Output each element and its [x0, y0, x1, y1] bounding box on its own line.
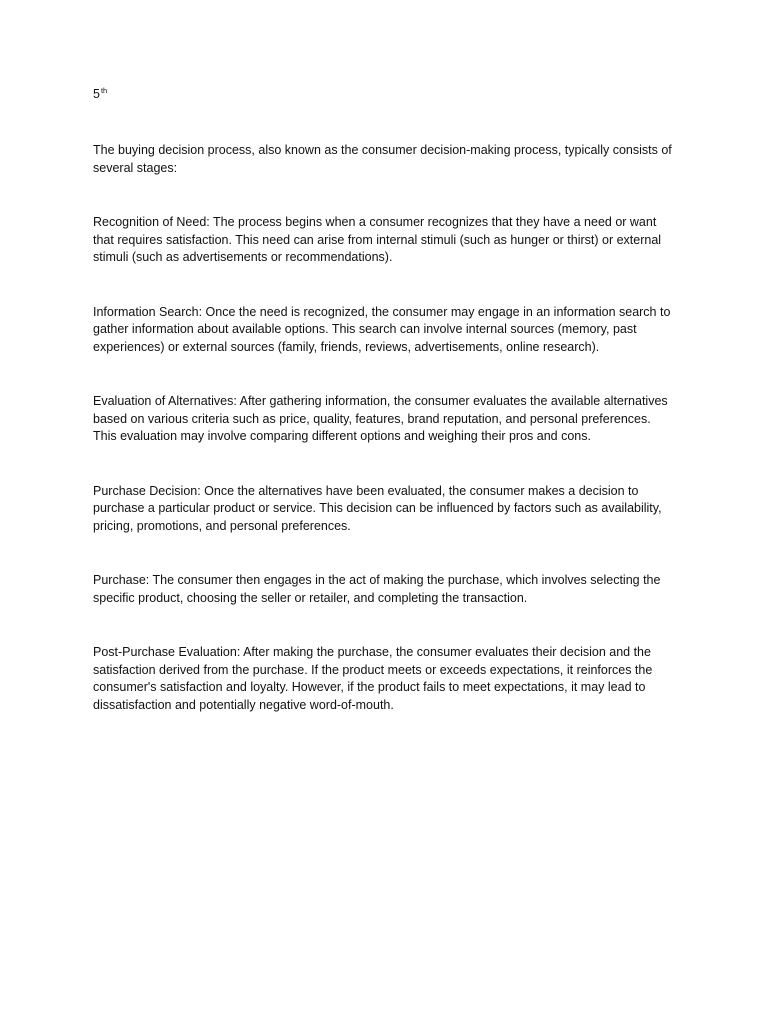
recognition-of-need-paragraph: Recognition of Need: The process begins when a consumer recognizes that they have a need or want that requires satisfaction. This need can arise from internal stimuli (such as hunger or thirst) or external stimuli (such as advertisements or recommendations). [93, 215, 662, 264]
page-heading [93, 86, 677, 104]
post-purchase-evaluation-paragraph: Post-Purchase Evaluation: After making the purchase, the consumer evaluates their decision and the satisfaction derived from the purchase. If the product meets or exceeds expectations, it reinforces the consumer's satisfaction and loyalty. However, if the product fails to meet expectations, it may lead to dissatisfaction and potentially negative word-of-mouth. [93, 645, 653, 712]
page-heading-number: 5 [93, 87, 100, 101]
purchase-decision-paragraph: Purchase Decision: Once the alternatives have been evaluated, the consumer makes a decision to purchase a particular product or service. This decision can be influenced by factors such as availability, pricing, promotions, and personal preferences. [93, 483, 662, 533]
intro-paragraph: The buying decision process, also known as the consumer decision-making process, typically consists of several stages: [93, 143, 672, 175]
document-body [93, 86, 677, 714]
purchase-paragraph: Purchase: The consumer then engages in the act of making the purchase, which involves selecting the specific product, choosing the seller or retailer, and completing the transaction. [93, 573, 661, 605]
information-search-paragraph: Information Search: Once the need is recognized, the consumer may engage in an information search to gather information about available options. This search can involve internal sources (memory, past experiences) or external sources (family, friends, reviews, advertisements, online research). [93, 304, 671, 354]
evaluation-of-alternatives-paragraph: Evaluation of Alternatives: After gathering information, the consumer evaluates the available alternatives based on various criteria such as price, quality, features, brand reputation, and personal preferences. This evaluation may involve comparing different options and weighing their pros and cons. [93, 394, 668, 443]
page-heading-suffix: th [100, 86, 108, 95]
